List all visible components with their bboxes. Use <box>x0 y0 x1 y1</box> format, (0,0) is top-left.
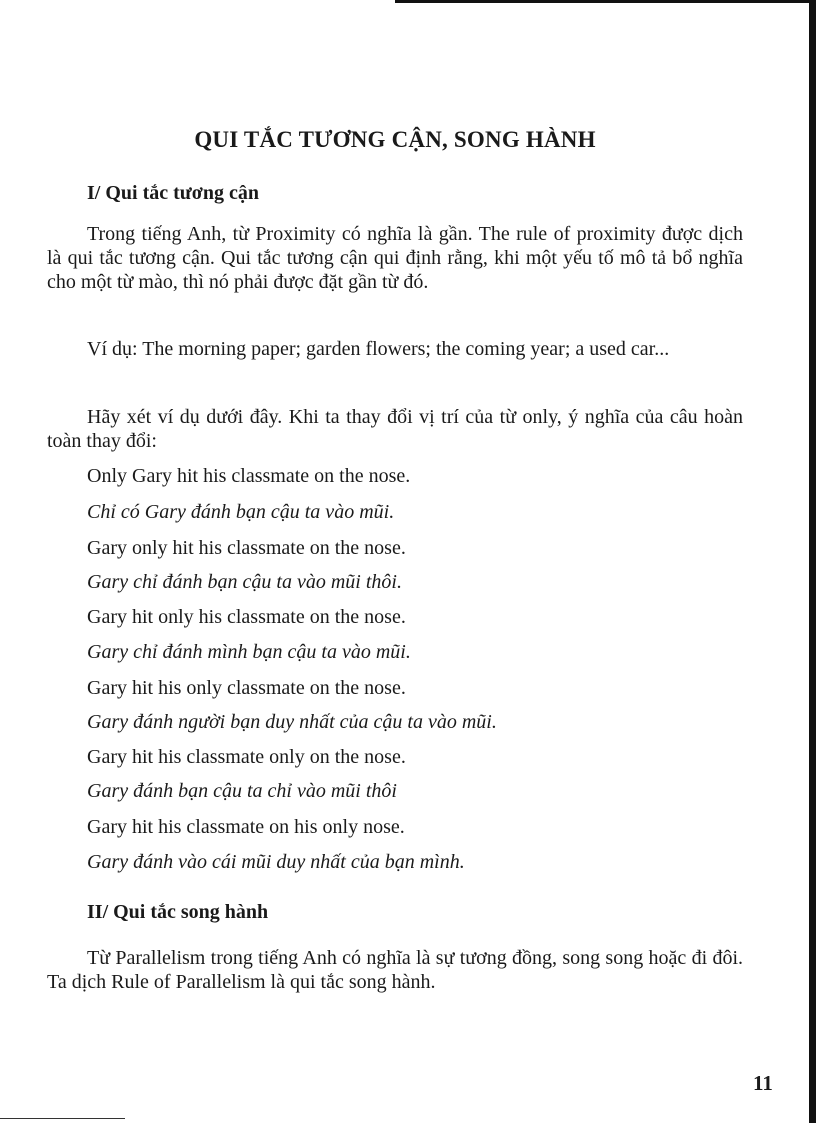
section-1-example-text: Ví dụ: The morning paper; garden flowers; the coming year; a used car... <box>87 338 670 360</box>
section-1-lead-text: Hãy xét ví dụ dưới đây. Khi ta thay đổi vị trí của từ only, ý nghĩa của câu hoàn toàn thay đổi: <box>47 406 743 452</box>
page-number: 11 <box>753 1071 773 1095</box>
example-en-3: Gary hit only his classmate on the nose. <box>87 606 406 628</box>
right-border-line <box>809 0 816 1123</box>
example-vi-3: Gary chỉ đánh mình bạn cậu ta vào mũi. <box>87 641 411 663</box>
section-2-intro <box>47 946 743 994</box>
bottom-left-line <box>0 1118 125 1119</box>
section-1-heading: I/ Qui tắc tương cận <box>87 182 259 204</box>
example-en-1: Only Gary hit his classmate on the nose. <box>87 465 411 487</box>
section-2-heading: II/ Qui tắc song hành <box>87 901 269 923</box>
example-vi-4: Gary đánh người bạn duy nhất của cậu ta vào mũi. <box>87 711 497 733</box>
section-1-intro-text: Trong tiếng Anh, từ Proximity có nghĩa là gần. The rule of proximity được dịch là qui tắc tương cận. Qui tắc tương cận qui định rằng, khi một yếu tố mô tả bổ nghĩa cho một từ mào, thì nó phải được đặt gần từ đó. <box>47 223 743 293</box>
example-vi-5: Gary đánh bạn cậu ta chỉ vào mũi thôi <box>87 780 397 802</box>
example-en-6: Gary hit his classmate on his only nose. <box>87 816 405 838</box>
example-vi-2: Gary chỉ đánh bạn cậu ta vào mũi thôi. <box>87 571 402 593</box>
section-1-example <box>47 337 743 361</box>
example-en-5: Gary hit his classmate only on the nose. <box>87 746 406 768</box>
section-1-lead <box>47 405 743 453</box>
example-en-4: Gary hit his only classmate on the nose. <box>87 677 406 699</box>
page-title: QUI TẮC TƯƠNG CẬN, SONG HÀNH <box>194 127 596 152</box>
example-vi-6: Gary đánh vào cái mũi duy nhất của bạn mình. <box>87 851 465 873</box>
section-2-intro-text: Từ Parallelism trong tiếng Anh có nghĩa là sự tương đồng, song song hoặc đi đôi. Ta dịch Rule of Parallelism là qui tắc song hành. <box>47 947 743 993</box>
section-1-intro <box>47 222 743 294</box>
example-en-2: Gary only hit his classmate on the nose. <box>87 537 406 559</box>
top-border-line <box>395 0 816 3</box>
example-vi-1: Chỉ có Gary đánh bạn cậu ta vào mũi. <box>87 501 395 523</box>
